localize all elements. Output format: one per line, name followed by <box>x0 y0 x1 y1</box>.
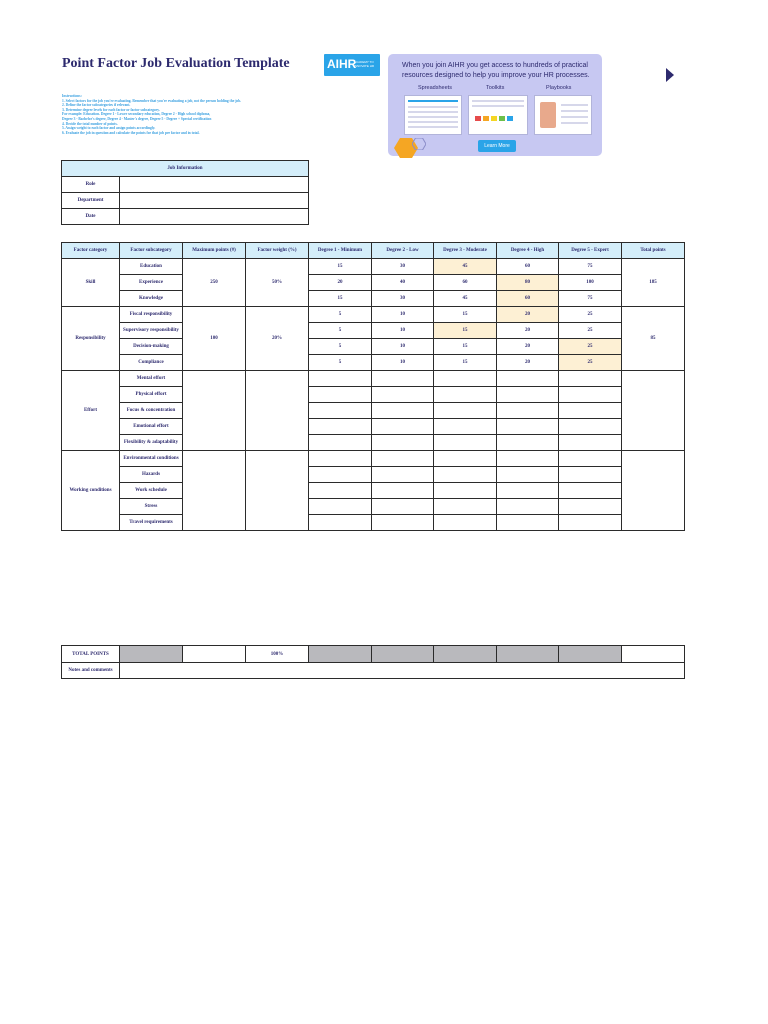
degree-1-cell[interactable] <box>309 435 372 451</box>
role-label: Role <box>62 177 120 193</box>
factor-subcategory-cell: Focus & concentration <box>120 403 183 419</box>
grand-total-cell[interactable] <box>622 646 685 663</box>
degree-5-cell[interactable]: 25 <box>559 339 622 355</box>
degree-1-cell[interactable] <box>309 499 372 515</box>
table-row <box>62 435 685 451</box>
degree-4-cell[interactable] <box>497 451 559 467</box>
ad-category-spreadsheets: Spreadsheets <box>418 85 452 91</box>
column-header: Factor weight (%) <box>246 243 309 259</box>
total-points-row <box>62 646 685 663</box>
degree-3-cell[interactable]: 45 <box>434 291 497 307</box>
ad-category-toolkits: Toolkits <box>486 85 505 91</box>
role-input[interactable] <box>120 177 309 193</box>
notes-label: Notes and comments <box>62 663 120 679</box>
notes-input[interactable] <box>120 663 685 679</box>
factor-subcategory-cell: Fiscal responsibility <box>120 307 183 323</box>
degree-4-cell[interactable]: 80 <box>497 275 559 291</box>
total-degree-1-cell <box>309 646 372 663</box>
job-information-header: Job Information <box>62 161 309 177</box>
arrow-right-icon <box>666 68 674 82</box>
total-points-cell: 85 <box>622 307 685 371</box>
total-points-cell: 185 <box>622 259 685 307</box>
total-degree-4-cell <box>497 646 559 663</box>
table-row <box>62 451 685 467</box>
degree-3-cell[interactable] <box>434 467 497 483</box>
degree-5-cell[interactable] <box>559 435 622 451</box>
degree-3-cell[interactable]: 15 <box>434 339 497 355</box>
factor-subcategory-cell: Knowledge <box>120 291 183 307</box>
total-points-cell <box>622 451 685 531</box>
column-header: Degree 5 - Expert <box>559 243 622 259</box>
degree-1-cell[interactable] <box>309 515 372 531</box>
degree-4-cell[interactable] <box>497 467 559 483</box>
table-row <box>62 483 685 499</box>
factor-weight-cell[interactable] <box>246 451 309 531</box>
table-row <box>62 467 685 483</box>
degree-3-cell[interactable] <box>434 371 497 387</box>
aihr-logo-tagline: ACADEMY TO INNOVATE HR <box>354 60 375 68</box>
degree-1-cell[interactable]: 5 <box>309 307 372 323</box>
degree-3-cell[interactable] <box>434 483 497 499</box>
degree-5-cell[interactable]: 25 <box>559 355 622 371</box>
degree-3-cell[interactable] <box>434 419 497 435</box>
table-row <box>62 339 685 355</box>
degree-2-cell[interactable] <box>372 419 434 435</box>
degree-4-cell[interactable]: 20 <box>497 355 559 371</box>
ad-banner[interactable] <box>320 50 604 158</box>
total-degree-3-cell <box>434 646 497 663</box>
degree-1-cell[interactable]: 5 <box>309 323 372 339</box>
degree-3-cell[interactable]: 45 <box>434 259 497 275</box>
degree-2-cell[interactable]: 30 <box>372 259 434 275</box>
factor-category-cell: Effort <box>62 371 120 451</box>
factor-subcategory-cell: Hazards <box>120 467 183 483</box>
table-row <box>62 291 685 307</box>
degree-5-cell[interactable] <box>559 387 622 403</box>
degree-3-cell[interactable]: 60 <box>434 275 497 291</box>
ad-category-playbooks: Playbooks <box>546 85 572 91</box>
degree-2-cell[interactable] <box>372 467 434 483</box>
total-points-cell <box>622 371 685 451</box>
table-row <box>62 419 685 435</box>
factor-subcategory-cell: Physical effort <box>120 387 183 403</box>
max-points-cell[interactable]: 100 <box>183 307 246 371</box>
factor-category-cell: Skill <box>62 259 120 307</box>
table-row <box>62 499 685 515</box>
table-row <box>62 275 685 291</box>
column-header: Degree 1 - Minimum <box>309 243 372 259</box>
degree-3-cell[interactable]: 15 <box>434 307 497 323</box>
degree-1-cell[interactable] <box>309 403 372 419</box>
factor-weight-cell[interactable] <box>246 371 309 451</box>
degree-5-cell[interactable]: 25 <box>559 307 622 323</box>
factor-category-cell: Working conditions <box>62 451 120 531</box>
playbook-thumbnail <box>534 95 592 135</box>
degree-2-cell[interactable]: 10 <box>372 339 434 355</box>
degree-2-cell[interactable] <box>372 371 434 387</box>
factor-weight-cell[interactable]: 50% <box>246 259 309 307</box>
degree-2-cell[interactable]: 10 <box>372 307 434 323</box>
page-title: Point Factor Job Evaluation Template <box>62 56 290 71</box>
degree-4-cell[interactable]: 60 <box>497 259 559 275</box>
job-information-table <box>61 160 309 225</box>
degree-3-cell[interactable] <box>434 435 497 451</box>
column-header: Factor subcategory <box>120 243 183 259</box>
degree-2-cell[interactable] <box>372 387 434 403</box>
degree-2-cell[interactable]: 30 <box>372 291 434 307</box>
table-row <box>62 307 685 323</box>
total-degree-5-cell <box>559 646 622 663</box>
degree-5-cell[interactable]: 75 <box>559 259 622 275</box>
column-header: Maximum points (#) <box>183 243 246 259</box>
factor-subcategory-cell: Stress <box>120 499 183 515</box>
degree-2-cell[interactable] <box>372 515 434 531</box>
degree-4-cell[interactable] <box>497 499 559 515</box>
degree-2-cell[interactable] <box>372 403 434 419</box>
factor-subcategory-cell: Experience <box>120 275 183 291</box>
degree-4-cell[interactable] <box>497 371 559 387</box>
degree-2-cell[interactable]: 10 <box>372 355 434 371</box>
max-points-cell[interactable] <box>183 371 246 451</box>
degree-5-cell[interactable]: 75 <box>559 291 622 307</box>
notes-row <box>62 663 685 679</box>
degree-4-cell[interactable]: 20 <box>497 323 559 339</box>
degree-2-cell[interactable]: 40 <box>372 275 434 291</box>
total-points-label: TOTAL POINTS <box>62 646 120 663</box>
total-max-points-cell[interactable] <box>183 646 246 663</box>
degree-5-cell[interactable]: 100 <box>559 275 622 291</box>
totals-table <box>61 645 685 679</box>
column-header: Degree 4 - High <box>497 243 559 259</box>
degree-1-cell[interactable]: 15 <box>309 259 372 275</box>
factor-subcategory-cell: Work schedule <box>120 483 183 499</box>
table-row <box>62 259 685 275</box>
factor-evaluation-table <box>61 242 685 531</box>
factor-subcategory-cell: Mental effort <box>120 371 183 387</box>
degree-1-cell[interactable]: 5 <box>309 355 372 371</box>
hexagon-outline-icon <box>412 138 426 150</box>
table-row <box>62 515 685 531</box>
table-row <box>62 355 685 371</box>
degree-4-cell[interactable]: 60 <box>497 291 559 307</box>
factor-subcategory-cell: Flexibility & adaptability <box>120 435 183 451</box>
degree-5-cell[interactable] <box>559 371 622 387</box>
date-input[interactable] <box>120 209 309 225</box>
degree-4-cell[interactable]: 20 <box>497 307 559 323</box>
table-row <box>62 403 685 419</box>
factor-category-cell: Responsibility <box>62 307 120 371</box>
date-label: Date <box>62 209 120 225</box>
degree-3-cell[interactable] <box>434 499 497 515</box>
department-label: Department <box>62 193 120 209</box>
degree-1-cell[interactable] <box>309 387 372 403</box>
degree-5-cell[interactable] <box>559 515 622 531</box>
degree-5-cell[interactable]: 25 <box>559 323 622 339</box>
degree-3-cell[interactable]: 15 <box>434 355 497 371</box>
degree-5-cell[interactable] <box>559 451 622 467</box>
degree-3-cell[interactable] <box>434 403 497 419</box>
degree-1-cell[interactable]: 5 <box>309 339 372 355</box>
degree-3-cell[interactable]: 15 <box>434 323 497 339</box>
degree-4-cell[interactable] <box>497 419 559 435</box>
factor-weight-cell[interactable]: 20% <box>246 307 309 371</box>
column-header: Total points <box>622 243 685 259</box>
degree-4-cell[interactable] <box>497 483 559 499</box>
department-input[interactable] <box>120 193 309 209</box>
column-header: Degree 3 - Moderate <box>434 243 497 259</box>
factor-subcategory-cell: Compliance <box>120 355 183 371</box>
max-points-cell[interactable]: 250 <box>183 259 246 307</box>
max-points-cell[interactable] <box>183 451 246 531</box>
table-row <box>62 323 685 339</box>
factor-subcategory-cell: Emotional effort <box>120 419 183 435</box>
learn-more-button[interactable]: Learn More <box>478 140 516 152</box>
degree-4-cell[interactable] <box>497 387 559 403</box>
degree-1-cell[interactable] <box>309 483 372 499</box>
degree-2-cell[interactable]: 10 <box>372 323 434 339</box>
degree-5-cell[interactable] <box>559 467 622 483</box>
factor-subcategory-cell: Decision-making <box>120 339 183 355</box>
factor-subcategory-cell: Supervisory responsibility <box>120 323 183 339</box>
degree-1-cell[interactable] <box>309 467 372 483</box>
table-header-row <box>62 243 685 259</box>
degree-2-cell[interactable] <box>372 499 434 515</box>
factor-subcategory-cell: Environmental conditions <box>120 451 183 467</box>
degree-4-cell[interactable] <box>497 515 559 531</box>
degree-4-cell[interactable]: 20 <box>497 339 559 355</box>
factor-subcategory-cell: Travel requirements <box>120 515 183 531</box>
total-weight-cell: 100% <box>246 646 309 663</box>
degree-5-cell[interactable] <box>559 483 622 499</box>
degree-5-cell[interactable] <box>559 403 622 419</box>
column-header: Factor category <box>62 243 120 259</box>
degree-5-cell[interactable] <box>559 419 622 435</box>
degree-5-cell[interactable] <box>559 499 622 515</box>
degree-1-cell[interactable] <box>309 371 372 387</box>
degree-3-cell[interactable] <box>434 451 497 467</box>
table-row <box>62 371 685 387</box>
table-row <box>62 387 685 403</box>
degree-1-cell[interactable]: 20 <box>309 275 372 291</box>
toolkit-thumbnail <box>468 95 528 135</box>
degree-4-cell[interactable] <box>497 403 559 419</box>
degree-3-cell[interactable] <box>434 387 497 403</box>
aihr-logo <box>324 54 380 76</box>
degree-2-cell[interactable] <box>372 435 434 451</box>
instructions-text: Instructions: 1. Select factors for the job you're evaluating. Remember that you're evaluating a job, not the person holding the job. 2. Define the factor subcategories if relevant. 3. Determine degree levels for each factor or factor subcategory. For example: Education. Degree 1 - Lower secondary education, Degree 2 - High school diploma, Degree 3 - Bachelor's degree, Degree 4 - Master's degree, Degree 5 - Degree + Special certification 4. Decide the total number of points. 5. Assign weight to each factor and assign points accordingly. 6. Evaluate the job in question and calculate the points for that job per factor and in total. <box>62 94 242 135</box>
degree-4-cell[interactable] <box>497 435 559 451</box>
degree-2-cell[interactable] <box>372 483 434 499</box>
factor-subcategory-cell: Education <box>120 259 183 275</box>
spreadsheet-thumbnail <box>404 95 462 135</box>
degree-2-cell[interactable] <box>372 451 434 467</box>
column-header: Degree 2 - Low <box>372 243 434 259</box>
degree-1-cell[interactable]: 15 <box>309 291 372 307</box>
total-subcategory-cell <box>120 646 183 663</box>
ad-headline: When you join AIHR you get access to hundreds of practical resources designed to help you improve your HR processes. <box>402 62 590 79</box>
ad-categories <box>398 85 598 95</box>
degree-3-cell[interactable] <box>434 515 497 531</box>
total-degree-2-cell <box>372 646 434 663</box>
degree-1-cell[interactable] <box>309 419 372 435</box>
degree-1-cell[interactable] <box>309 451 372 467</box>
aihr-logo-mark: AIHR <box>327 57 357 71</box>
